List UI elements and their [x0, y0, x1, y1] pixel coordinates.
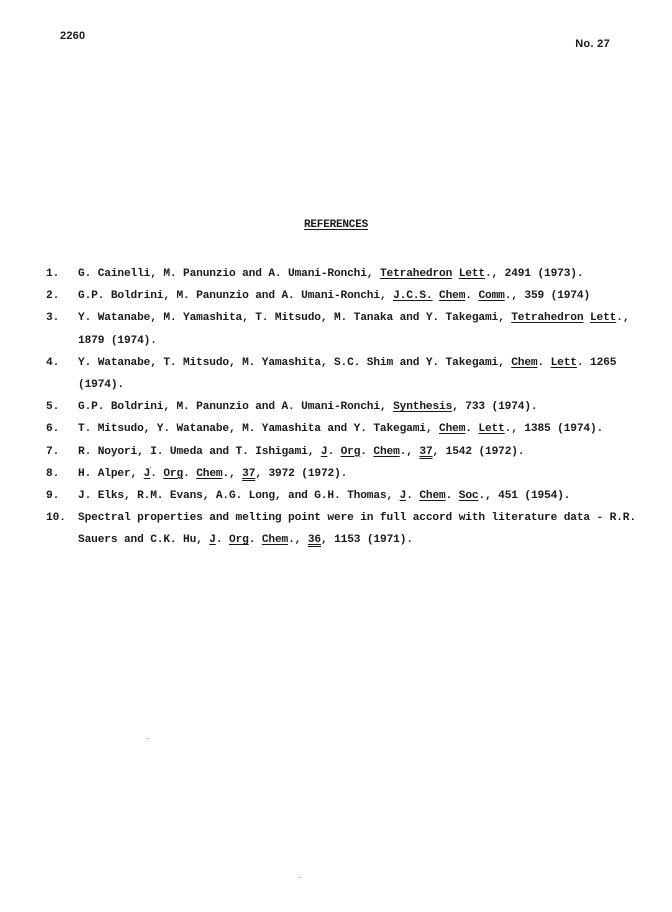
reference-segment: ., 1879 (1974). [78, 312, 630, 347]
reference-item [46, 441, 636, 463]
reference-text [78, 468, 347, 480]
reference-list [46, 263, 636, 552]
reference-number: 7. [46, 445, 60, 458]
reference-segment: ., 451 (1954). [478, 490, 571, 503]
reference-number: 3. [46, 312, 60, 325]
journal-abbreviation: Lett [478, 423, 505, 436]
volume-number: 37 [419, 445, 433, 458]
journal-abbreviation: Lett [458, 268, 485, 280]
scan-speck [148, 738, 149, 739]
reference-segment: ., 359 (1974) [504, 290, 591, 303]
reference-item [46, 352, 636, 396]
reference-segment: . [406, 490, 420, 503]
reference-text [78, 490, 570, 502]
reference-segment: Y. Watanabe, M. Yamashita, T. Mitsudo, M. Tanaka and Y. Takegami, [78, 312, 512, 325]
journal-abbreviation: Synthesis [393, 401, 453, 414]
reference-number: 10. [46, 512, 66, 525]
reference-item [46, 485, 636, 507]
journal-abbreviation: J.C.S. [393, 290, 433, 303]
reference-item [46, 307, 636, 351]
volume-number: 37 [242, 467, 256, 480]
reference-segment: . [360, 445, 374, 458]
reference-segment: G.P. Boldrini, M. Panunzio and A. Umani-Ronchi, [78, 401, 394, 414]
reference-item [46, 418, 636, 440]
reference-segment: ., [222, 467, 243, 480]
reference-segment: , 733 (1974). [452, 401, 538, 414]
reference-item [46, 263, 636, 285]
reference-segment: ., [399, 445, 420, 458]
reference-number: 6. [46, 423, 60, 436]
volume-number: 36 [307, 534, 321, 547]
journal-abbreviation: Tetrahedron [379, 268, 453, 280]
reference-segment: Y. Watanabe, T. Mitsudo, M. Yamashita, S.C. Shim and Y. Takegami, [78, 356, 512, 369]
reference-segment: H. Alper, [78, 467, 144, 480]
scan-speck [150, 467, 151, 468]
reference-segment: G. Cainelli, M. Panunzio and A. Umani-Ronchi, [78, 268, 380, 280]
reference-item [46, 396, 636, 418]
reference-segment: . [465, 423, 479, 436]
reference-item [46, 507, 636, 551]
reference-text [78, 446, 524, 458]
reference-number: 4. [46, 356, 60, 369]
journal-abbreviation: J [399, 490, 407, 503]
reference-number: 5. [46, 401, 60, 414]
reference-segment: ., 2491 (1973). [484, 268, 584, 280]
reference-segment: . [150, 467, 164, 480]
journal-abbreviation: Chem [439, 423, 466, 436]
journal-abbreviation: Chem [196, 467, 223, 480]
journal-abbreviation: Org [163, 467, 184, 480]
journal-abbreviation: J [209, 534, 216, 547]
journal-abbreviation: Chem [439, 290, 466, 303]
reference-text [78, 312, 629, 346]
reference-number: 8. [46, 467, 60, 480]
reference-segment: , 1153 (1971). [320, 534, 413, 547]
journal-abbreviation: J [143, 467, 151, 480]
references-heading: REFERENCES [303, 219, 368, 231]
journal-abbreviation: Org [229, 534, 249, 547]
reference-text [78, 512, 636, 546]
issue-number: No. 27 [575, 38, 610, 50]
journal-abbreviation: J [320, 445, 328, 458]
reference-segment: . [465, 290, 479, 303]
reference-item [46, 285, 636, 307]
journal-abbreviation: Lett [589, 312, 617, 325]
reference-segment: . [445, 490, 459, 503]
journal-abbreviation: Chem [511, 356, 538, 369]
reference-segment: ., 1385 (1974). [504, 423, 604, 436]
reference-number: 1. [46, 268, 60, 280]
reference-segment: , 3972 (1972). [255, 467, 348, 480]
reference-segment: G.P. Boldrini, M. Panunzio and A. Umani-Ronchi, [78, 290, 394, 303]
reference-text [78, 423, 603, 435]
journal-abbreviation: Comm [478, 290, 505, 303]
reference-text [78, 268, 583, 280]
journal-abbreviation: Org [340, 445, 361, 458]
reference-segment: R. Noyori, I. Umeda and T. Ishigami, [78, 445, 321, 458]
reference-segment: T. Mitsudo, Y. Watanabe, M. Yamashita and Y. Takegami, [78, 423, 439, 436]
reference-segment: . [248, 534, 262, 547]
reference-segment: . [183, 467, 197, 480]
journal-abbreviation: Chem [373, 445, 400, 458]
reference-segment: J. Elks, R.M. Evans, A.G. Long, and G.H. Thomas, [78, 490, 400, 503]
reference-segment: . [537, 356, 551, 369]
reference-text [78, 401, 537, 413]
journal-abbreviation: Soc [458, 490, 479, 503]
reference-segment: , 1542 (1972). [432, 445, 525, 458]
journal-abbreviation: Lett [550, 356, 577, 369]
reference-item [46, 463, 636, 485]
reference-text [78, 290, 590, 302]
journal-abbreviation: Chem [261, 534, 289, 547]
reference-number: 2. [46, 290, 60, 303]
reference-segment [452, 268, 459, 280]
journal-abbreviation: Chem [419, 490, 446, 503]
reference-segment: . [327, 445, 341, 458]
reference-segment: Spectral properties and melting point were in full accord with literature data - R.R. Sauers and C.K. Hu, [78, 512, 636, 547]
scan-speck [300, 877, 301, 878]
reference-segment: . 1265 (1974). [78, 356, 617, 392]
reference-segment [583, 312, 590, 324]
reference-text [78, 357, 616, 391]
reference-segment: ., [288, 534, 308, 547]
reference-number: 9. [46, 490, 60, 503]
journal-abbreviation: Tetrahedron [511, 312, 584, 325]
page-number: 2260 [60, 30, 86, 42]
reference-segment: . [215, 534, 229, 547]
